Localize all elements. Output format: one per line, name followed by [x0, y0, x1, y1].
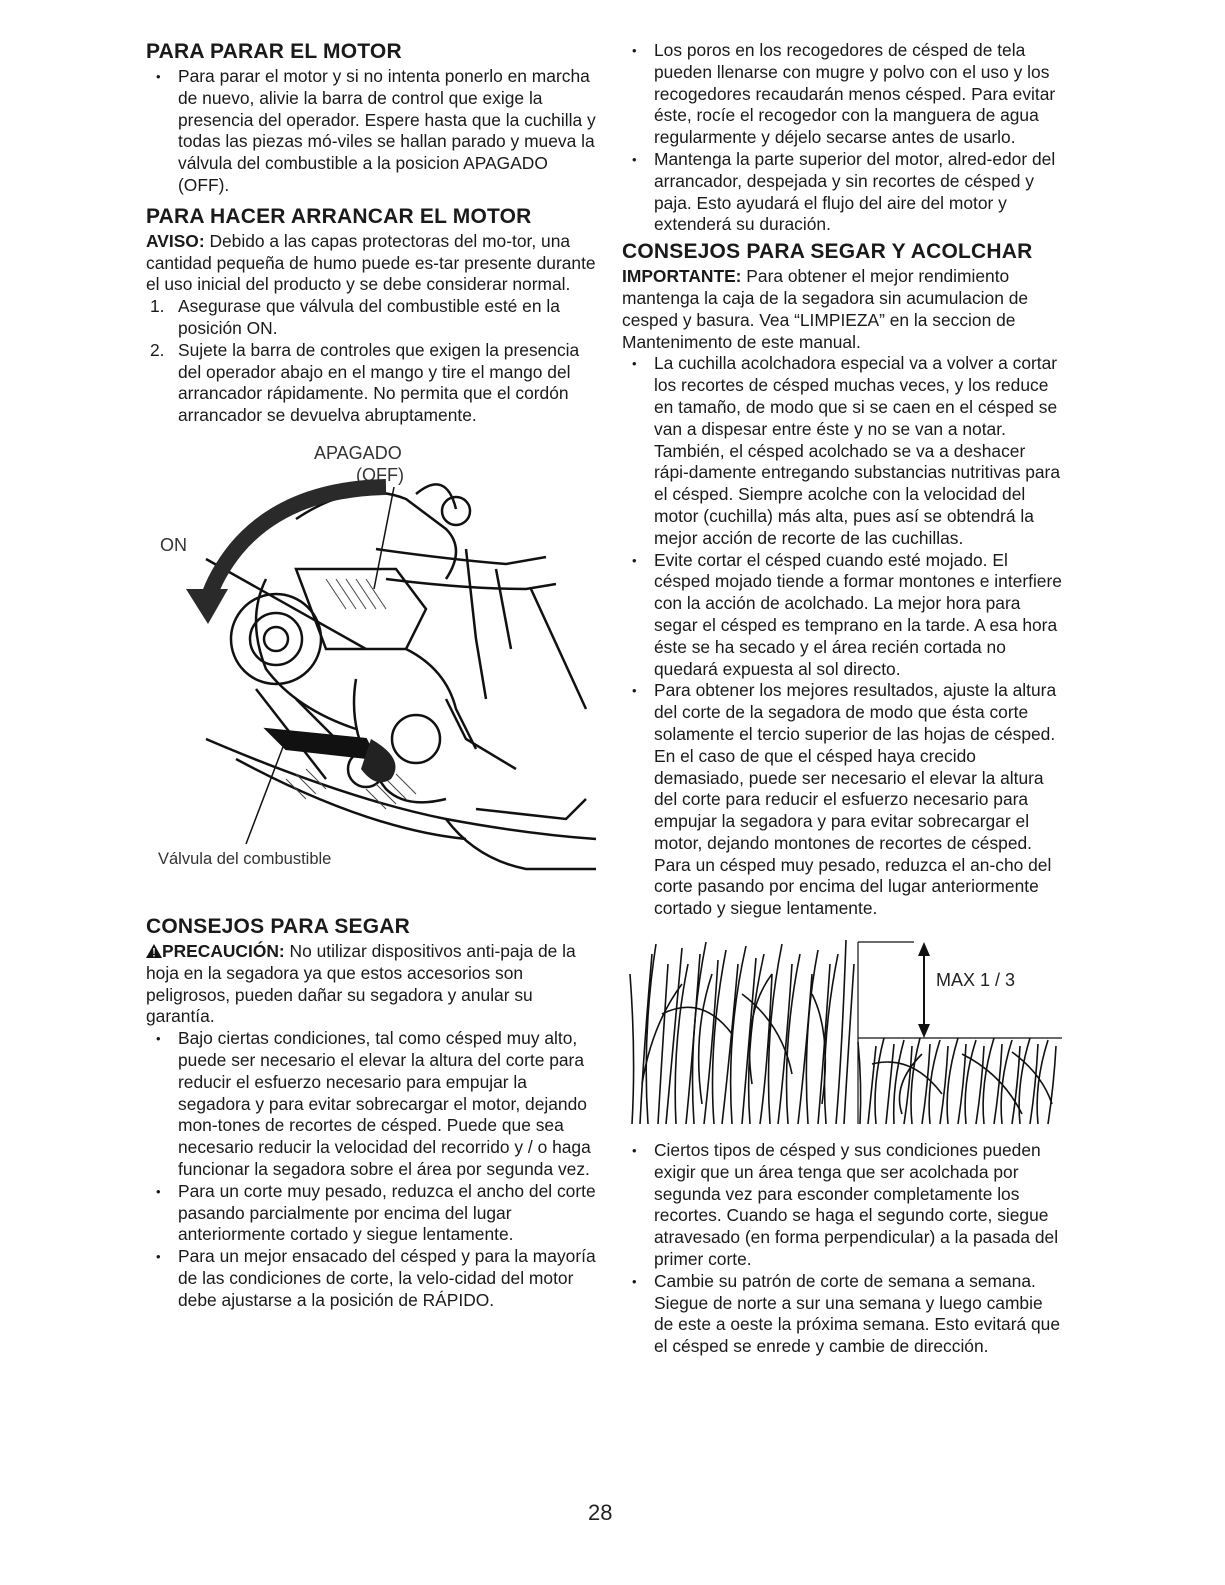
mowing-tips-heading: CONSEJOS PARA SEGAR: [146, 914, 411, 938]
grass-drawing: [622, 934, 1062, 1130]
off-label-1: APAGADO: [314, 442, 402, 463]
off-label-2: (OFF): [356, 464, 404, 485]
list-item: • Mantenga la parte superior del motor, alred-edor del arrancador, despejada y sin recortes de césped y paja. Esto ayudará el flujo del aire del motor y extenderá su duración.: [622, 149, 1062, 236]
important-text: Para obtener el mejor rendimiento mantenga la caja de la segadora sin acumulacion de cesped y basura. Vea “LIMPIEZA” en la seccion de Mantenimento de este manual.: [622, 266, 1029, 352]
list-item: • Cambie su patrón de corte de semana a semana. Siegue de norte a sur una semana y luego cambie de este a oeste la próxima semana. Esto evitará que el césped se enrede y cambie de dirección.: [622, 1271, 1062, 1358]
mowing-tips-list: [146, 1028, 598, 1311]
left-column: [146, 40, 598, 1312]
step-number: 2.: [150, 339, 165, 360]
list-item: [146, 296, 598, 340]
list-item: • Para un corte muy pesado, reduzca el ancho del corte pasando parcialmente por encima del lugar anteriormente cortado y siegue lentamente.: [146, 1181, 598, 1246]
list-item: • Ciertos tipos de césped y sus condiciones pueden exigir que un área tenga que ser acolchada por segunda vez para esconder completamente los recortes. Cuando se haga el segundo corte, siegue atravesado (en forma perpendicular) a la pasada del primer corte.: [622, 1140, 1062, 1271]
important-label: IMPORTANTE:: [622, 266, 742, 287]
notice-paragraph: [146, 231, 598, 296]
caution-paragraph: [146, 941, 598, 1028]
step-text: Asegurase que válvula del combustible esté en la posición ON.: [178, 296, 560, 338]
important-paragraph: [622, 266, 1062, 353]
on-label: ON: [160, 534, 187, 555]
collector-tips-list: [622, 40, 1062, 236]
list-item: • Evite cortar el césped cuando esté mojado. El césped mojado tiende a formar montones e interfiere con la acción de acolchado. La mejor hora para segar el césped es temprano en la tarde. A esa hora éste se ha secado y el área recién cortada no quedará expuesta al sol directo.: [622, 550, 1062, 681]
notice-label: AVISO:: [146, 230, 205, 251]
list-item: • Para parar el motor y si no intenta ponerlo en marcha de nuevo, alivie la barra de control que exige la presencia del operador. Espere hasta que la cuchilla y todas las piezas mó-viles se hallan parado y mueva la válvula del combustible a la posicion APAGADO (OFF).: [146, 66, 598, 197]
grass-height-figure: [622, 934, 1062, 1130]
stop-engine-list: [146, 66, 598, 197]
warning-icon: [146, 944, 162, 958]
engine-valve-drawing: [146, 439, 598, 909]
caution-label: PRECAUCIÓN:: [162, 940, 285, 961]
list-item: • Para obtener los mejores resultados, ajuste la altura del corte de la segadora de modo que ésta corte solamente el tercio superior de las hojas de césped. En el caso de que el césped haya crecido demasiado, puede ser necesario el elevar la altura del corte para reducir el esfuerzo necesario para empujar la segadora y para evitar sobrecargar el motor, dejando montones de recortes de césped. Para un césped muy pesado, reduzca el an-cho del corte pasando por encima del lugar anteriormente cortado y siegue lentamente.: [622, 680, 1062, 920]
mulch-heading: CONSEJOS PARA SEGAR Y ACOLCHAR: [622, 240, 1033, 264]
right-column: [622, 40, 1062, 1358]
fuel-valve-figure: [146, 439, 598, 909]
step-number: 1.: [150, 296, 165, 317]
list-item: [146, 340, 598, 427]
stop-engine-heading: PARA PARAR EL MOTOR: [146, 40, 402, 63]
step-text: Sujete la barra de controles que exigen la presencia del operador abajo en el mango y tire el mango del arrancador rápidamente. No permita que el cordón arrancador se devuelva abruptamente.: [178, 339, 580, 426]
list-item: • La cuchilla acolchadora especial va a volver a cortar los recortes de césped muchas veces, y los reduce en tamaño, de modo que si se caen en el césped se van a dispesar entre éste y no se van a notar. También, el césped acolchado se va a deshacer rápi-damente entregando substancias nutritivas para el césped. Siempre acolche con la velocidad del motor (cuchilla) más alta, pues así se obtendrá la mejor acción de recorte de las cuchillas.: [622, 353, 1062, 549]
cutting-pattern-list: [622, 1140, 1062, 1358]
start-engine-heading: PARA HACER ARRANCAR EL MOTOR: [146, 204, 532, 228]
caution-text: No utilizar dispositivos anti-paja de la hoja en la segadora ya que estos accesorios son peligrosos, pueden dañar su segadora y anular su garantía.: [146, 940, 576, 1027]
max-one-third-label: MAX 1 / 3: [936, 970, 1016, 991]
list-item: • Para un mejor ensacado del césped y para la mayoría de las condiciones de corte, la velo-cidad del motor debe ajustarse a la posición de RÁPIDO.: [146, 1246, 598, 1311]
mulch-tips-list: [622, 353, 1062, 920]
valve-label: Válvula del combustible: [158, 849, 332, 868]
list-item: • Los poros en los recogedores de césped de tela pueden llenarse con mugre y polvo con el uso y los recogedores recaudarán menos césped. Para evitar éste, rocíe el recogedor con la manguera de agua regularmente y déjelo secarse antes de usarlo.: [622, 40, 1062, 149]
start-steps-list: [146, 296, 598, 427]
notice-text: Debido a las capas protectoras del mo-tor, una cantidad pequeña de humo puede es-tar presente durante el uso inicial del producto y se debe considerar normal.: [146, 230, 596, 295]
list-item: • Bajo ciertas condiciones, tal como césped muy alto, puede ser necesario el elevar la altura del corte para reducir el esfuerzo necesario para empujar la segadora y para evitar sobrecargar el motor, dejando mon-tones de recortes de césped. Puede que sea necesario reducir la velocidad del recorrido y / o haga funcionar la segadora sobre el área por segunda vez.: [146, 1028, 598, 1181]
page-number: 28: [588, 1500, 613, 1525]
